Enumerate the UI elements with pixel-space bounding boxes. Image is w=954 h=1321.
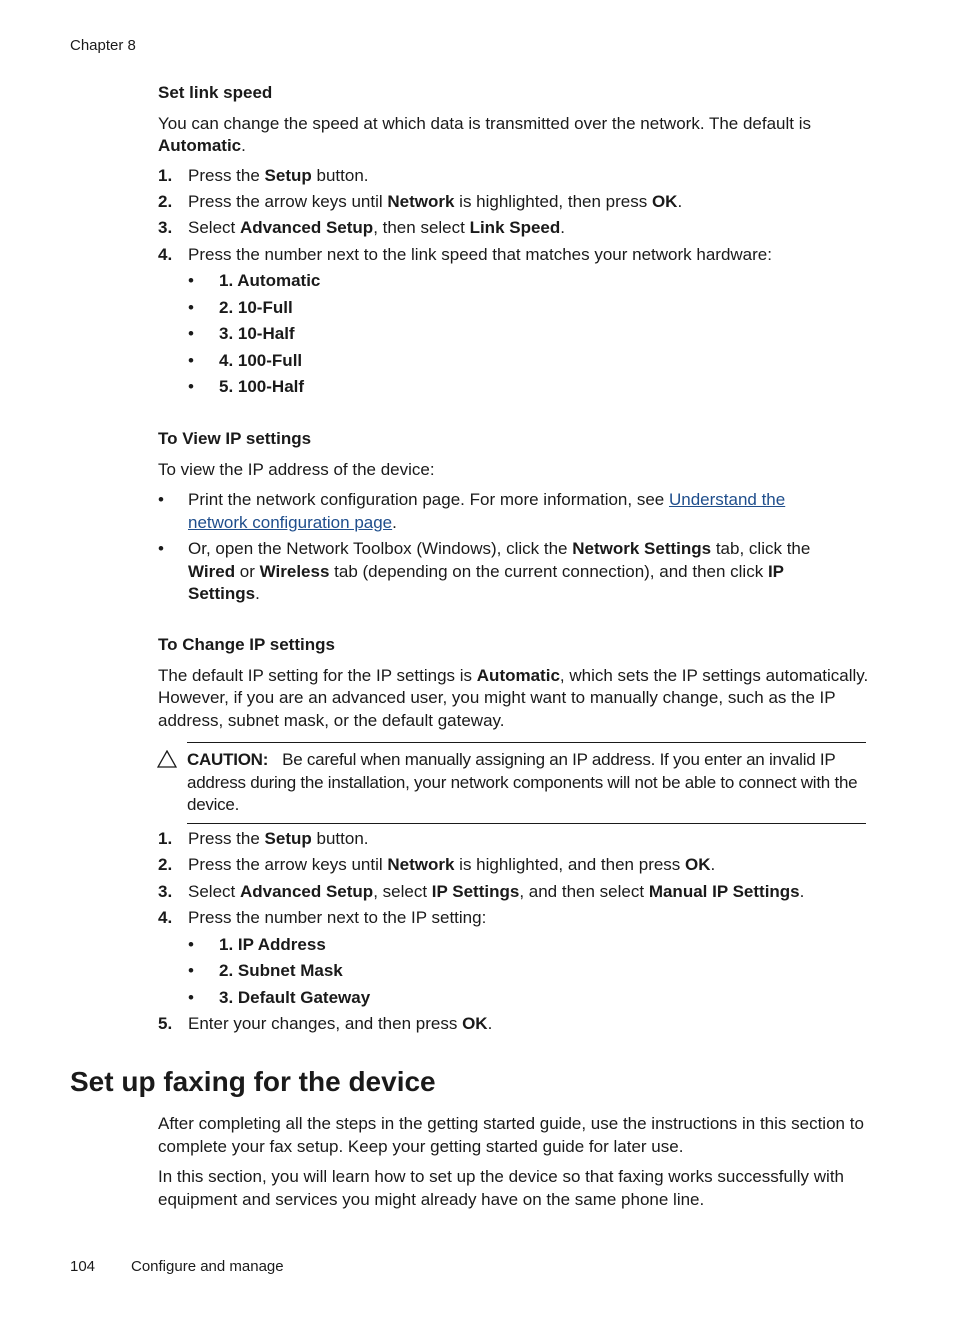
warning-triangle-icon: [157, 750, 177, 773]
intro-period: .: [241, 136, 246, 155]
faxing-heading: Set up faxing for the device: [70, 1066, 436, 1097]
faxing-paragraph-2: In this section, you will learn how to set up the device so that faxing works successfully with equipment and services you might already have on the same phone line.: [158, 1167, 844, 1209]
step-text: Press the Setup button.: [188, 166, 369, 185]
step-text: Press the number next to the link speed that matches your network hardware:: [188, 245, 772, 264]
caution-top-rule: [187, 742, 866, 743]
intro-text: You can change the speed at which data is transmitted over the network. The default is: [158, 113, 812, 133]
view-ip-heading: To View IP settings: [158, 429, 312, 448]
link-speed-steps: 1. Press the Setup button. 2. Press the arrow keys until Network is highlighted, then press OK. 3. Select Advanced Setup, then select Link Speed. 4. Press the number next to the link speed that matches your network hardware: • 1. Automatic • 2. 10-Full • 3. 10-Half • 4. 100-Full • 5. 100-Half: [158, 165, 868, 400]
view-ip-bullets: • Print the network configuration page. For more information, see Understand the network configuration page. • Or, open the Network Toolbox (Windows), click the Network Settings tab, click the Wired or Wireless tab (depending on the current connection), and then click IP Settings.: [158, 490, 811, 603]
step-text: Press the arrow keys until Network is highlighted, then press OK.: [188, 192, 683, 211]
page-number: 104: [70, 1258, 96, 1275]
caution-note: [187, 749, 869, 817]
change-ip-intro: The default IP setting for the IP settings is Automatic, which sets the IP settings automatically. However, if you are an advanced user, you might want to manually change, such as the IP address, subnet mask, or the default gateway.: [158, 665, 869, 730]
caution-bottom-rule: [187, 823, 866, 824]
change-ip-steps: 1. Press the Setup button. 2. Press the arrow keys until Network is highlighted, and then press OK. 3. Select Advanced Setup, select IP Settings, and then select Manual IP Settings. 4. Press the number next to the IP setting: • 1. IP Address • 2. Subnet Mask • 3. Default Gateway 5. Enter your changes, and then press OK.: [158, 829, 805, 1033]
link-speed-section: [158, 82, 868, 158]
caution-label: CAUTION:: [187, 750, 269, 769]
faxing-body: [158, 1113, 868, 1211]
step-number: 3.: [158, 218, 173, 237]
caution-text: Be careful when manually assigning an IP address. If you enter an invalid IP address during the installation, your network components will not be able to connect with the device.: [187, 750, 858, 814]
config-page-link[interactable]: Understand the network configuration page: [188, 490, 786, 532]
view-ip-intro: To view the IP address of the device:: [158, 459, 435, 479]
change-ip-heading: To Change IP settings: [158, 635, 335, 654]
footer-section-title: Configure and manage: [131, 1258, 284, 1275]
view-ip-section: [158, 428, 868, 481]
link-speed-intro: [158, 113, 868, 158]
step-text: Select Advanced Setup, then select Link Speed.: [188, 218, 565, 237]
chapter-label: Chapter 8: [70, 37, 136, 54]
step-number: 1.: [158, 166, 173, 185]
link-speed-heading: Set link speed: [158, 83, 273, 102]
change-ip-section: [158, 634, 868, 732]
intro-default: Automatic: [158, 136, 242, 155]
step-number: 4.: [158, 245, 173, 264]
faxing-paragraph-1: After completing all the steps in the getting started guide, use the instructions in this section to complete your fax setup. Keep your getting started guide for later use.: [158, 1114, 864, 1156]
step-number: 2.: [158, 192, 173, 211]
